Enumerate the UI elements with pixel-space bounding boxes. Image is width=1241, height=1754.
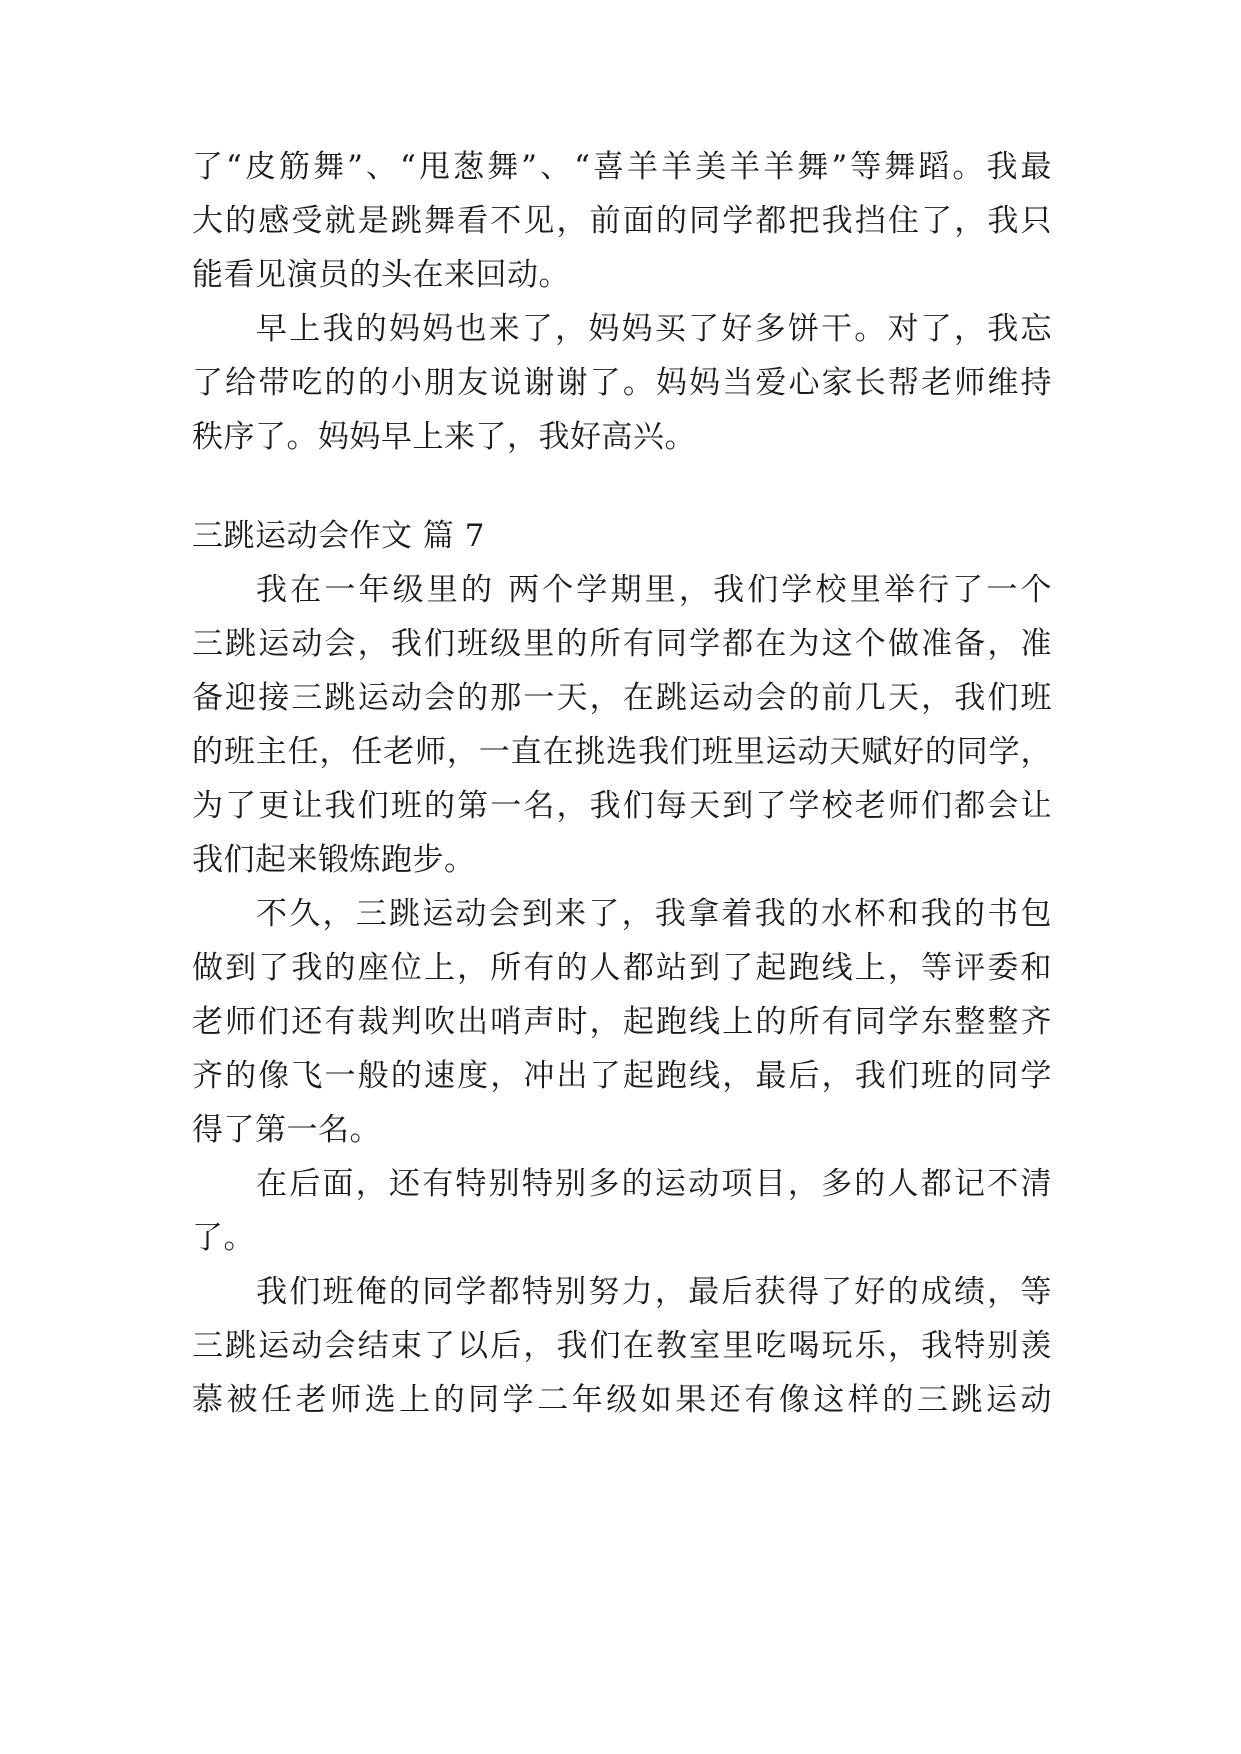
paragraph-line: 大的感受就是跳舞看不见，前面的同学都把我挡住了，我只 <box>192 203 1052 239</box>
paragraph-line: 在后面，还有特别特别多的运动项目，多的人都记不清 <box>256 1166 1052 1202</box>
paragraph-line: 齐的像飞一般的速度，冲出了起跑线，最后，我们班的同学 <box>192 1058 1052 1094</box>
paragraph-line: 我在一年级里的 两个学期里，我们学校里举行了一个 <box>256 572 1052 608</box>
paragraph-line: 老师们还有裁判吹出哨声时，起跑线上的所有同学东整整齐 <box>192 1004 1052 1040</box>
paragraph-line: 秩序了。妈妈早上来了，我好高兴。 <box>192 419 696 455</box>
paragraph-line: 早上我的妈妈也来了，妈妈买了好多饼干。对了，我忘 <box>256 311 1052 347</box>
paragraph-line: 了“皮筋舞”、“甩葱舞”、“喜羊羊美羊羊舞”等舞蹈。我最 <box>192 149 1052 185</box>
paragraph-line: 不久，三跳运动会到来了，我拿着我的水杯和我的书包 <box>256 896 1052 932</box>
paragraph-line: 备迎接三跳运动会的那一天，在跳运动会的前几天，我们班 <box>192 680 1052 716</box>
paragraph-line: 能看见演员的头在来回动。 <box>192 257 570 293</box>
paragraph-line: 为了更让我们班的第一名，我们每天到了学校老师们都会让 <box>192 788 1052 824</box>
paragraph-line: 慕被任老师选上的同学二年级如果还有像这样的三跳运动 <box>192 1382 1052 1418</box>
paragraph-line: 的班主任，任老师，一直在挑选我们班里运动天赋好的同学， <box>192 734 1052 770</box>
paragraph-line: 三跳运动会结束了以后，我们在教室里吃喝玩乐，我特别羡 <box>192 1328 1052 1364</box>
paragraph-line: 得了第一名。 <box>192 1112 381 1148</box>
paragraph-line: 做到了我的座位上，所有的人都站到了起跑线上，等评委和 <box>192 950 1052 986</box>
document-page <box>192 0 1052 1754</box>
paragraph-line: 了给带吃的的小朋友说谢谢了。妈妈当爱心家长帮老师维持 <box>192 365 1052 401</box>
paragraph-line: 我们班俺的同学都特别努力，最后获得了好的成绩，等 <box>256 1274 1052 1310</box>
section-heading: 三跳运动会作文 篇 7 <box>192 518 485 554</box>
paragraph-line: 三跳运动会，我们班级里的所有同学都在为这个做准备，准 <box>192 626 1052 662</box>
paragraph-line: 了。 <box>192 1220 255 1256</box>
paragraph-line: 我们起来锻炼跑步。 <box>192 842 476 878</box>
